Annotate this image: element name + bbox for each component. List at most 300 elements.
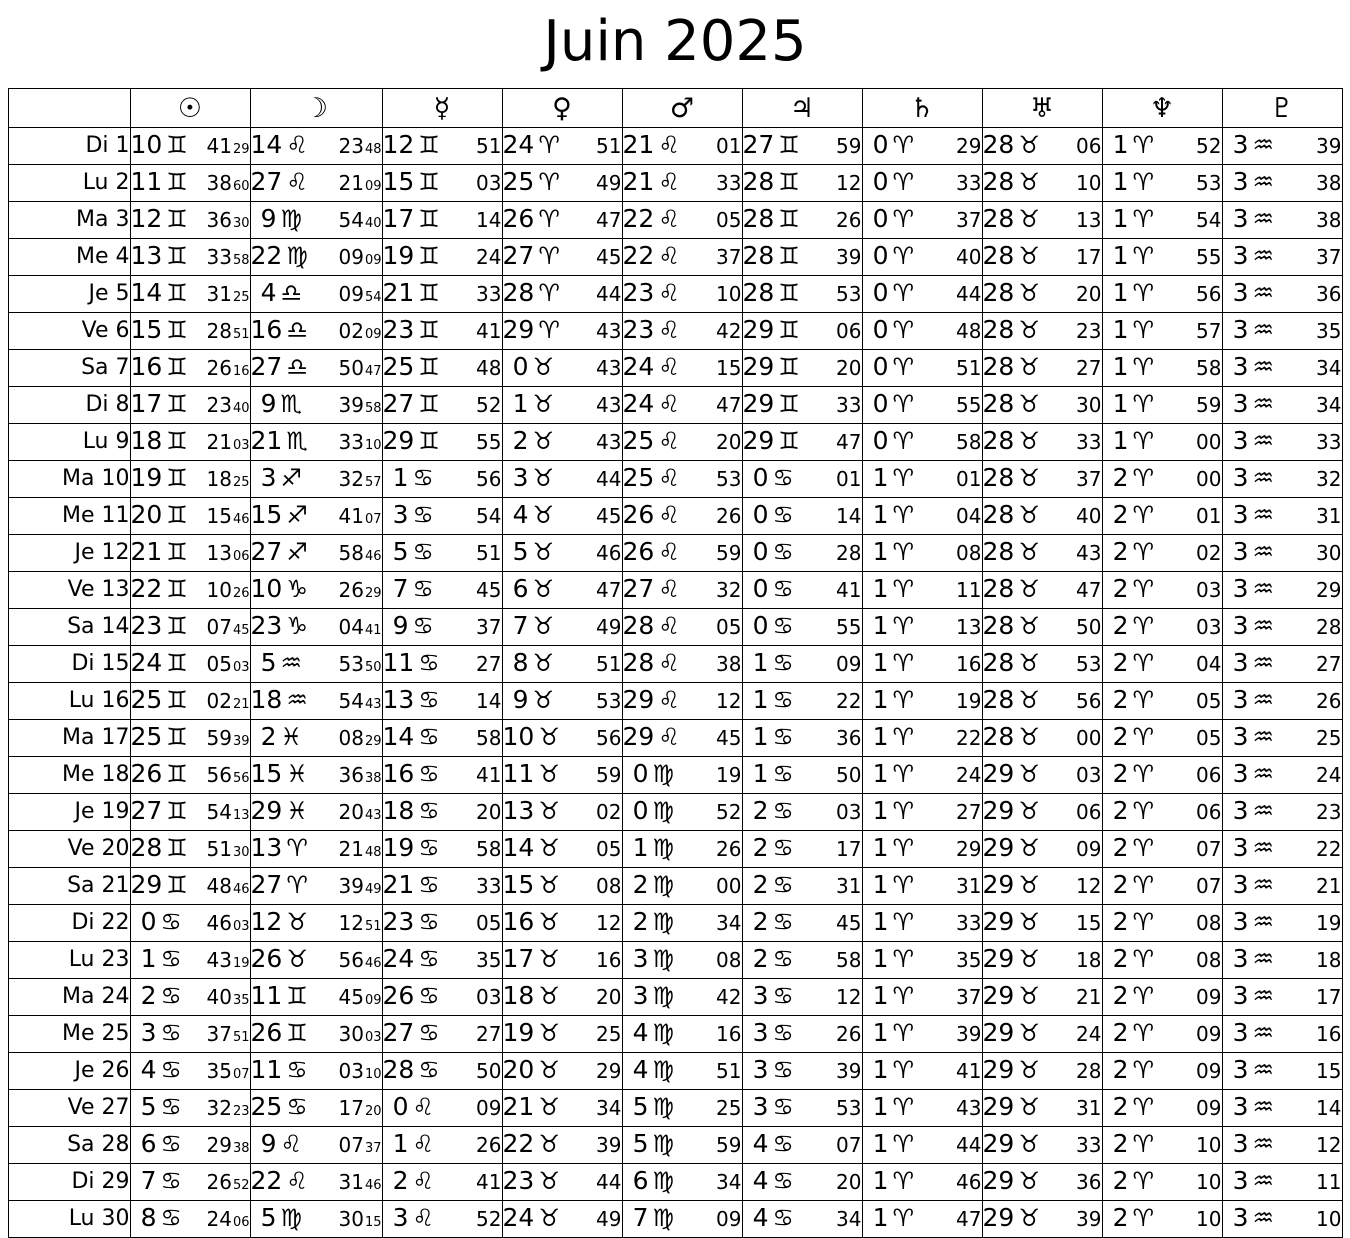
minute-value: 14 [476,689,502,713]
degree-value: 9 [260,389,277,418]
minute-value: 47 [836,430,862,454]
position-cell-moon [250,868,382,905]
position-cell-sun [130,757,250,794]
degree-value: 28 [982,611,1015,640]
zodiac-sign-icon: ♈ [538,131,560,159]
degree-value: 1 [392,1129,409,1158]
position-cell-mars [622,128,742,165]
degree-value: 3 [1232,944,1249,973]
degree-value: 4 [260,278,277,307]
day-label: Lu 23 [8,942,130,979]
zodiac-sign-icon: ♈ [892,1056,915,1084]
minute-value: 00 [1196,430,1222,454]
degree-value: 14 [130,278,163,307]
position-cell-sun [130,350,250,387]
zodiac-sign-icon: ♋ [160,1167,183,1195]
degree-value: 1 [872,648,889,677]
minute-value: 44 [956,1133,982,1157]
minute-value: 09 [716,1207,742,1231]
minute-value: 56 [1196,282,1222,306]
degree-value: 3 [260,463,277,492]
zodiac-sign-icon: ♊ [778,131,800,159]
minute-value: 01 [836,467,862,491]
minute-value: 06 [836,319,862,343]
minute-value: 29 [956,134,982,158]
position-cell-jupiter [742,794,862,831]
minute-value: 33 [476,874,502,898]
day-label: Di 1 [8,128,130,165]
degree-value: 27 [250,352,283,381]
degree-value: 3 [1232,537,1249,566]
degree-value: 1 [872,574,889,603]
position-cell-jupiter [742,646,862,683]
minute-value: 22 [1316,837,1342,861]
degree-value: 1 [752,722,769,751]
position-cell-pluto [1222,905,1342,942]
minute-value: 17 [1316,985,1342,1009]
degree-value: 1 [1112,426,1129,455]
zodiac-sign-icon: ♉ [532,538,555,566]
position-cell-pluto [1222,1090,1342,1127]
position-cell-saturn [862,1201,982,1238]
zodiac-sign-icon: ♋ [160,908,183,936]
table-row [8,461,1342,498]
zodiac-sign-icon: ♈ [892,612,915,640]
zodiac-sign-icon: ♒ [1252,908,1275,936]
table-body [8,128,1342,1238]
degree-value: 15 [250,500,283,529]
position-cell-venus [502,1016,622,1053]
position-cell-moon [250,239,382,276]
day-label: Ve 20 [8,831,130,868]
zodiac-sign-icon: ♌ [658,242,680,270]
zodiac-sign-icon: ♉ [1018,501,1040,529]
zodiac-sign-icon: ♌ [658,353,680,381]
degree-value: 2 [1112,611,1129,640]
minute-value: 26 [206,356,232,380]
degree-value: 15 [130,315,163,344]
second-value: 38 [364,771,382,786]
degree-value: 18 [502,981,535,1010]
second-value: 29 [364,734,382,749]
zodiac-sign-icon: ♊ [418,131,440,159]
minute-value: 12 [1316,1133,1342,1157]
zodiac-sign-icon: ♊ [166,501,188,529]
degree-value: 18 [382,796,415,825]
degree-value: 3 [632,981,649,1010]
day-label: Lu 9 [8,424,130,461]
minute-value: 41 [956,1059,982,1083]
second-value: 10 [364,1067,382,1082]
position-cell-moon [250,646,382,683]
degree-value: 29 [382,426,415,455]
minute-value: 07 [206,615,232,639]
zodiac-sign-icon: ♋ [160,1130,183,1158]
minute-value: 37 [1316,245,1342,269]
zodiac-sign-icon: ♌ [412,1167,435,1195]
degree-value: 22 [130,574,163,603]
position-cell-neptune [1102,535,1222,572]
position-cell-venus [502,128,622,165]
position-cell-mars [622,757,742,794]
position-cell-mars [622,1164,742,1201]
zodiac-sign-icon: ♐ [286,501,308,529]
minute-value: 17 [338,1096,364,1120]
position-cell-uranus [982,1164,1102,1201]
position-cell-uranus [982,979,1102,1016]
minute-value: 50 [836,763,862,787]
degree-value: 2 [1112,796,1129,825]
position-cell-uranus [982,387,1102,424]
zodiac-sign-icon: ♈ [892,908,915,936]
minute-value: 26 [1316,689,1342,713]
degree-value: 4 [512,500,529,529]
degree-value: 1 [872,500,889,529]
zodiac-sign-icon: ♉ [1018,871,1040,899]
degree-value: 29 [982,944,1015,973]
position-cell-venus [502,165,622,202]
degree-value: 29 [982,1129,1015,1158]
position-cell-pluto [1222,424,1342,461]
second-value: 09 [364,327,382,342]
second-value: 47 [364,364,382,379]
zodiac-sign-icon: ♋ [418,908,440,936]
minute-value: 03 [338,1059,364,1083]
minute-value: 54 [206,800,232,824]
zodiac-sign-icon: ♉ [532,353,555,381]
degree-value: 3 [1232,389,1249,418]
second-value: 46 [364,549,382,564]
zodiac-sign-icon: ♈ [892,686,915,714]
minute-value: 09 [338,282,364,306]
day-label: Ma 3 [8,202,130,239]
degree-value: 7 [512,611,529,640]
zodiac-sign-icon: ♉ [1018,982,1040,1010]
position-cell-sun [130,128,250,165]
minute-value: 41 [476,1170,502,1194]
zodiac-sign-icon: ♌ [658,649,680,677]
position-cell-mars [622,1127,742,1164]
position-cell-mars [622,720,742,757]
degree-value: 15 [382,167,415,196]
position-cell-neptune [1102,1016,1222,1053]
minute-value: 03 [476,171,502,195]
position-cell-mars [622,424,742,461]
zodiac-sign-icon: ♌ [658,390,680,418]
minute-value: 02 [206,689,232,713]
minute-value: 51 [596,652,622,676]
zodiac-sign-icon: ♊ [418,168,440,196]
degree-value: 2 [1112,1129,1129,1158]
position-cell-pluto [1222,720,1342,757]
day-label: Ma 10 [8,461,130,498]
minute-value: 03 [836,800,862,824]
minute-value: 26 [206,1170,232,1194]
zodiac-sign-icon: ♉ [538,834,560,862]
minute-value: 23 [206,393,232,417]
zodiac-sign-icon: ♉ [1018,205,1040,233]
zodiac-sign-icon: ♉ [1018,131,1040,159]
degree-value: 27 [382,1018,415,1047]
zodiac-sign-icon: ♒ [1252,871,1275,899]
minute-value: 49 [596,615,622,639]
zodiac-sign-icon: ♒ [1252,131,1275,159]
zodiac-sign-icon: ♓ [286,797,308,825]
zodiac-sign-icon: ♉ [538,1019,560,1047]
zodiac-sign-icon: ♒ [280,649,303,677]
zodiac-sign-icon: ♊ [166,612,188,640]
degree-value: 29 [742,389,775,418]
minute-value: 07 [836,1133,862,1157]
degree-value: 23 [250,611,283,640]
position-cell-mars [622,979,742,1016]
position-cell-sun [130,1164,250,1201]
minute-value: 12 [836,985,862,1009]
degree-value: 28 [982,426,1015,455]
minute-value: 54 [338,689,364,713]
table-row [8,239,1342,276]
degree-value: 26 [622,537,655,566]
position-cell-uranus [982,757,1102,794]
position-cell-venus [502,794,622,831]
minute-value: 44 [596,282,622,306]
position-cell-uranus [982,905,1102,942]
zodiac-sign-icon: ♈ [1132,168,1155,196]
position-cell-saturn [862,757,982,794]
minute-value: 44 [596,1170,622,1194]
degree-value: 5 [512,537,529,566]
minute-value: 39 [836,1059,862,1083]
degree-value: 3 [1232,167,1249,196]
second-value: 29 [232,142,250,157]
degree-value: 1 [1112,352,1129,381]
position-cell-mercury [382,683,502,720]
position-cell-saturn [862,313,982,350]
minute-value: 03 [476,985,502,1009]
zodiac-sign-icon: ♋ [772,612,795,640]
second-value: 46 [232,512,250,527]
degree-value: 25 [622,463,655,492]
position-cell-neptune [1102,868,1222,905]
position-cell-venus [502,461,622,498]
position-cell-neptune [1102,979,1222,1016]
position-cell-venus [502,1164,622,1201]
second-value: 16 [232,364,250,379]
minute-value: 16 [716,1022,742,1046]
minute-value: 29 [596,1059,622,1083]
zodiac-sign-icon: ♐ [280,464,303,492]
zodiac-sign-icon: ♈ [892,279,915,307]
second-value: 51 [232,1030,250,1045]
zodiac-sign-icon: ♊ [778,168,800,196]
minute-value: 43 [956,1096,982,1120]
zodiac-sign-icon: ♋ [418,649,440,677]
degree-value: 22 [502,1129,535,1158]
zodiac-sign-icon: ♊ [778,316,800,344]
minute-value: 06 [1076,800,1102,824]
minute-value: 48 [476,356,502,380]
position-cell-neptune [1102,165,1222,202]
zodiac-sign-icon: ♊ [778,242,800,270]
second-value: 46 [364,1178,382,1193]
minute-value: 16 [956,652,982,676]
degree-value: 2 [1112,463,1129,492]
minute-value: 16 [1316,1022,1342,1046]
zodiac-sign-icon: ♊ [418,316,440,344]
degree-value: 1 [872,759,889,788]
zodiac-sign-icon: ♈ [1132,1056,1155,1084]
degree-value: 14 [502,833,535,862]
zodiac-sign-icon: ♋ [286,1056,308,1084]
minute-value: 29 [956,837,982,861]
degree-value: 23 [382,907,415,936]
minute-value: 39 [1316,134,1342,158]
zodiac-sign-icon: ♒ [1252,1204,1275,1232]
minute-value: 13 [206,541,232,565]
degree-value: 1 [1112,167,1129,196]
day-label: Je 5 [8,276,130,313]
second-value: 20 [364,1104,382,1119]
position-cell-uranus [982,1127,1102,1164]
zodiac-sign-icon: ♊ [166,834,188,862]
zodiac-sign-icon: ♈ [286,834,308,862]
zodiac-sign-icon: ♉ [1018,834,1040,862]
zodiac-sign-icon: ♉ [1018,760,1040,788]
degree-value: 0 [872,204,889,233]
position-cell-mars [622,1016,742,1053]
position-cell-venus [502,905,622,942]
position-cell-jupiter [742,868,862,905]
minute-value: 45 [596,504,622,528]
zodiac-sign-icon: ♋ [772,1167,795,1195]
degree-value: 17 [502,944,535,973]
pluto-icon: ♇ [1222,89,1342,128]
degree-value: 28 [982,648,1015,677]
minute-value: 53 [1196,171,1222,195]
position-cell-saturn [862,1127,982,1164]
position-cell-neptune [1102,683,1222,720]
position-cell-uranus [982,646,1102,683]
minute-value: 50 [1076,615,1102,639]
second-value: 46 [364,956,382,971]
position-cell-mars [622,276,742,313]
zodiac-sign-icon: ♊ [166,723,188,751]
zodiac-sign-icon: ♊ [166,131,188,159]
table-row [8,128,1342,165]
position-cell-mars [622,202,742,239]
degree-value: 3 [1232,981,1249,1010]
degree-value: 9 [260,204,277,233]
minute-value: 33 [206,245,232,269]
minute-value: 36 [338,763,364,787]
degree-value: 3 [1232,241,1249,270]
position-cell-uranus [982,313,1102,350]
degree-value: 3 [1232,1018,1249,1047]
position-cell-pluto [1222,979,1342,1016]
zodiac-sign-icon: ♌ [658,427,680,455]
minute-value: 55 [956,393,982,417]
degree-value: 16 [130,352,163,381]
day-label: Lu 2 [8,165,130,202]
zodiac-sign-icon: ♉ [532,501,555,529]
position-cell-moon [250,979,382,1016]
minute-value: 31 [206,282,232,306]
degree-value: 15 [502,870,535,899]
degree-value: 1 [392,463,409,492]
position-cell-moon [250,165,382,202]
zodiac-sign-icon: ♈ [1132,834,1155,862]
degree-value: 3 [1232,611,1249,640]
degree-value: 16 [250,315,283,344]
position-cell-mercury [382,1201,502,1238]
degree-value: 23 [622,278,655,307]
degree-value: 0 [632,796,649,825]
degree-value: 21 [382,278,415,307]
position-cell-pluto [1222,1201,1342,1238]
degree-value: 1 [872,1203,889,1232]
degree-value: 1 [752,648,769,677]
zodiac-sign-icon: ♉ [532,464,555,492]
zodiac-sign-icon: ♉ [1018,1167,1040,1195]
minute-value: 04 [956,504,982,528]
position-cell-mercury [382,1164,502,1201]
position-cell-neptune [1102,720,1222,757]
position-cell-venus [502,868,622,905]
degree-value: 2 [1112,1055,1129,1084]
position-cell-mercury [382,461,502,498]
minute-value: 08 [716,948,742,972]
position-cell-sun [130,831,250,868]
minute-value: 46 [206,911,232,935]
minute-value: 19 [716,763,742,787]
degree-value: 27 [250,537,283,566]
zodiac-sign-icon: ♋ [412,575,435,603]
minute-value: 51 [476,134,502,158]
moon-icon: ☽ [250,89,382,128]
position-cell-sun [130,683,250,720]
position-cell-moon [250,831,382,868]
minute-value: 33 [338,430,364,454]
degree-value: 1 [872,981,889,1010]
minute-value: 54 [476,504,502,528]
zodiac-sign-icon: ♍ [652,1204,675,1232]
table-row [8,1127,1342,1164]
minute-value: 51 [956,356,982,380]
position-cell-saturn [862,720,982,757]
second-value: 07 [364,512,382,527]
zodiac-sign-icon: ♊ [418,205,440,233]
degree-value: 9 [392,611,409,640]
position-cell-mars [622,942,742,979]
degree-value: 7 [392,574,409,603]
degree-value: 3 [1232,278,1249,307]
second-value: 23 [232,1104,250,1119]
degree-value: 28 [982,278,1015,307]
position-cell-moon [250,535,382,572]
minute-value: 47 [596,578,622,602]
degree-value: 11 [130,167,163,196]
degree-value: 0 [392,1092,409,1121]
second-value: 03 [364,1030,382,1045]
position-cell-mercury [382,794,502,831]
minute-value: 09 [476,1096,502,1120]
second-value: 10 [364,438,382,453]
zodiac-sign-icon: ♈ [892,1204,915,1232]
minute-value: 20 [836,356,862,380]
minute-value: 12 [596,911,622,935]
minute-value: 37 [476,615,502,639]
minute-value: 24 [1076,1022,1102,1046]
